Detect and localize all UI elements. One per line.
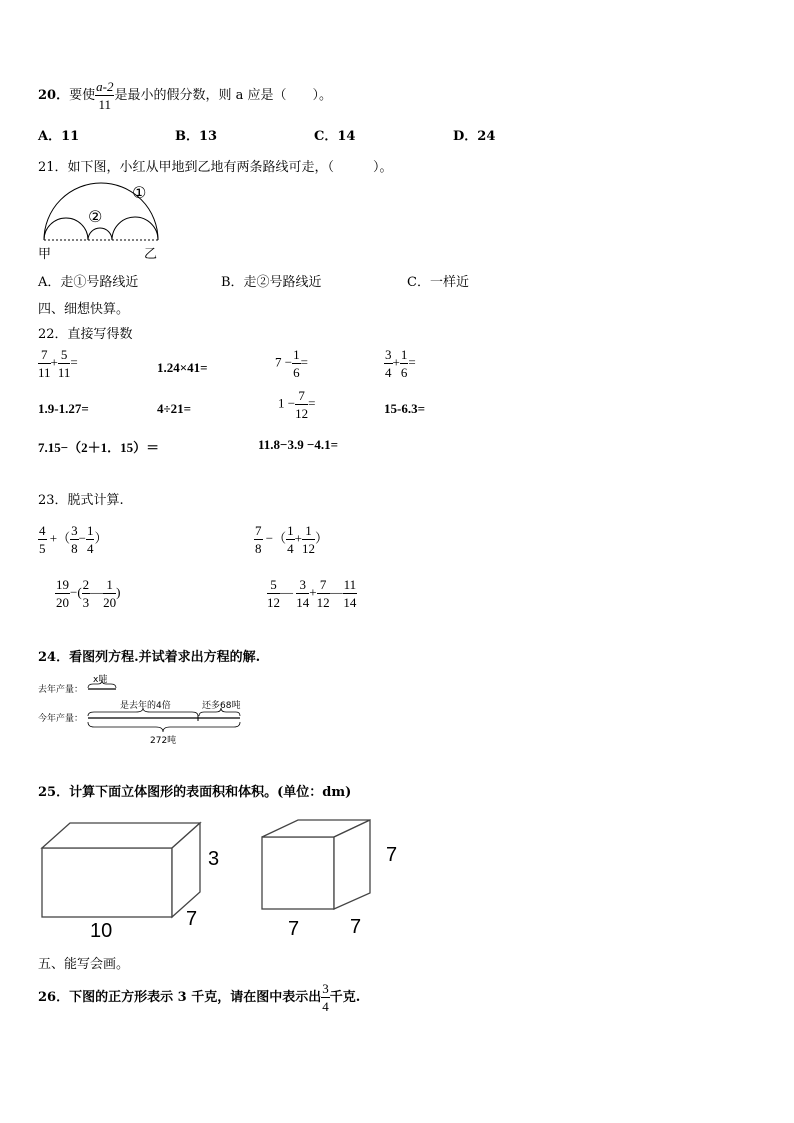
q23-expr-3 [55,578,121,609]
op: + [309,584,317,600]
frac-num: 7 [317,578,330,594]
frac-den: 6 [293,365,300,380]
frac-num: 7 [255,523,262,538]
frac-num: 3 [296,578,309,594]
more-label: 还多68吨 [202,701,241,711]
q21-route-diagram [36,178,166,262]
q20-frac-num: a-2 [96,79,114,94]
frac-den: 12 [301,541,315,556]
whole: 7 − [275,354,293,370]
q23-title: 23．脱式计算. [38,493,124,508]
frac [55,578,70,609]
equals: = [300,354,308,370]
q22-r2-d: 15-6.3= [384,401,425,416]
q21-option-a: A．走①号路线近 [38,275,139,290]
frac [286,524,295,555]
route-1-label: ① [132,183,147,202]
q22-r1-b: 1.24×41= [157,360,208,375]
frac-den: 3 [82,595,90,610]
last-year-label: 去年产量： [38,685,84,695]
frac-num: 1 [86,523,94,538]
frac [103,578,116,609]
q21-text: 21．如下图，小红从甲地到乙地有两条路线可走，（ ）。 [38,160,393,175]
q20-fraction [95,80,114,111]
op: ） [314,530,328,546]
q23-expr-4 [267,578,357,609]
frac-den: 14 [343,595,357,610]
frac [295,389,308,420]
frac-num: 1 [293,347,300,362]
frac-den: 4 [86,541,94,556]
q24-line-diagram [36,672,246,746]
q26-post: 千克. [329,990,361,1005]
op: + [50,354,58,370]
frac-den: 20 [56,595,69,610]
frac-num: 5 [58,348,71,364]
frac-den: 6 [400,365,408,380]
q21-option-c: C．一样近 [407,275,469,290]
route-2-arc-left [44,218,88,240]
q23-expr-1 [38,524,107,555]
frac-den: 11 [38,365,51,380]
op: −（ [265,530,287,546]
frac-num: 19 [56,577,69,592]
op: + [392,354,400,370]
frac-den: 12 [267,595,280,610]
q26-pre: 26．下图的正方形表示 3 千克，请在图中表示出 [38,990,322,1005]
frac-num: 7 [295,389,308,405]
frac-den: 12 [316,595,330,610]
frac-num: 7 [38,348,51,364]
q20-option-a: A．11 [38,129,80,144]
frac-num: 3 [322,981,329,996]
q20-option-d: D．24 [453,129,496,144]
route-2-label: ② [88,207,103,226]
q22-r3-a: 7.15−（2＋1．15）＝ [38,440,160,455]
section-4-heading: 四、细想快算。 [38,302,130,317]
q22-r1-c [275,348,308,379]
frac-den: 4 [385,365,392,380]
total-label: 272吨 [150,736,177,746]
whole: 1 − [278,395,296,411]
frac [302,524,315,555]
q20-pre: 要使 [69,88,96,103]
op: +（ [49,530,71,546]
cube-7x7x7 [262,820,397,940]
q20-option-c: C．14 [314,129,356,144]
frac-den: 4 [322,999,329,1014]
q21-option-b: B．走②号路线近 [221,275,322,290]
op: −( [70,584,82,600]
frac-num: 2 [82,577,90,592]
frac-num: 3 [385,347,392,362]
cube-width-label: 7 [350,916,362,938]
frac [58,348,71,379]
q20-frac-den: 11 [98,97,112,112]
frac-den: 12 [295,406,309,421]
q24-title: 24．看图列方程.并试着求出方程的解. [38,650,261,665]
x-label: x吨 [93,675,108,685]
frac-num: 11 [343,577,357,592]
times-label: 是去年的4倍 [120,701,171,711]
frac-num: 1 [287,523,294,538]
frac-num: 4 [39,523,46,538]
q22-r2-a: 1.9-1.27= [38,401,89,416]
q20-number: 20． [38,88,70,103]
q22-r1-d [384,348,416,379]
frac [317,578,330,609]
frac [254,524,263,555]
total-brace [88,722,240,732]
op: + [294,530,302,546]
frac [292,348,301,379]
route-2-arc-right [112,217,158,240]
frac [70,524,79,555]
frac-den: 11 [57,365,71,380]
this-year-label: 今年产量： [38,714,84,724]
cube-height-label: 7 [386,844,398,866]
frac-num: 5 [267,578,280,594]
cuboid-front-face [42,848,172,917]
frac [38,348,51,379]
frac [82,578,91,609]
op: − [78,530,86,546]
frac-den: 5 [39,541,46,556]
op: — [90,584,104,600]
q26-fraction [321,982,330,1013]
cuboid-length-label: 10 [90,920,113,942]
q20-line [38,80,332,111]
frac-num: 1 [103,578,116,594]
route-2-arc-mid [88,228,112,240]
frac-den: 8 [255,541,262,556]
frac-num: 3 [71,523,78,538]
end-label: 乙 [144,247,158,262]
cube-length-label: 7 [288,918,300,940]
q20-option-b: B．13 [175,129,218,144]
frac-num: 1 [302,524,315,540]
equals: = [70,354,78,370]
frac [343,578,358,609]
cuboid-height-label: 3 [208,848,220,870]
q25-figures [36,815,416,945]
q25-title: 25．计算下面立体图形的表面积和体积。(单位：dm) [38,785,352,800]
equals: = [308,395,316,411]
frac-den: 14 [296,595,310,610]
cuboid-10x7x3 [42,823,219,942]
start-label: 甲 [38,247,52,262]
q22-r3-b: 11.8−3.9 −4.1= [258,437,339,452]
section-5-heading: 五、能写会画。 [38,957,130,972]
frac-den: 4 [287,541,294,556]
frac [384,348,393,379]
q26-line [38,982,360,1013]
q22-r2-c [278,389,315,420]
frac [267,578,280,609]
cuboid-width-label: 7 [186,908,198,930]
frac-den: 8 [71,541,78,556]
frac-den: 20 [103,595,117,610]
frac-num: 1 [400,347,408,362]
q22-title: 22．直接写得数 [38,327,133,342]
frac [296,578,309,609]
op: — [280,584,293,600]
equals: = [408,354,416,370]
op: ) [116,584,121,600]
op: ） [94,530,108,546]
op: — [329,584,343,600]
q22-r1-a [38,348,78,379]
frac [38,524,47,555]
q22-r2-b: 4÷21= [157,401,192,416]
q20-post: 是最小的假分数，则 a 应是（ ）。 [114,88,332,103]
times-brace [88,708,198,716]
q23-expr-2 [254,524,328,555]
cube-front-face [262,837,334,909]
